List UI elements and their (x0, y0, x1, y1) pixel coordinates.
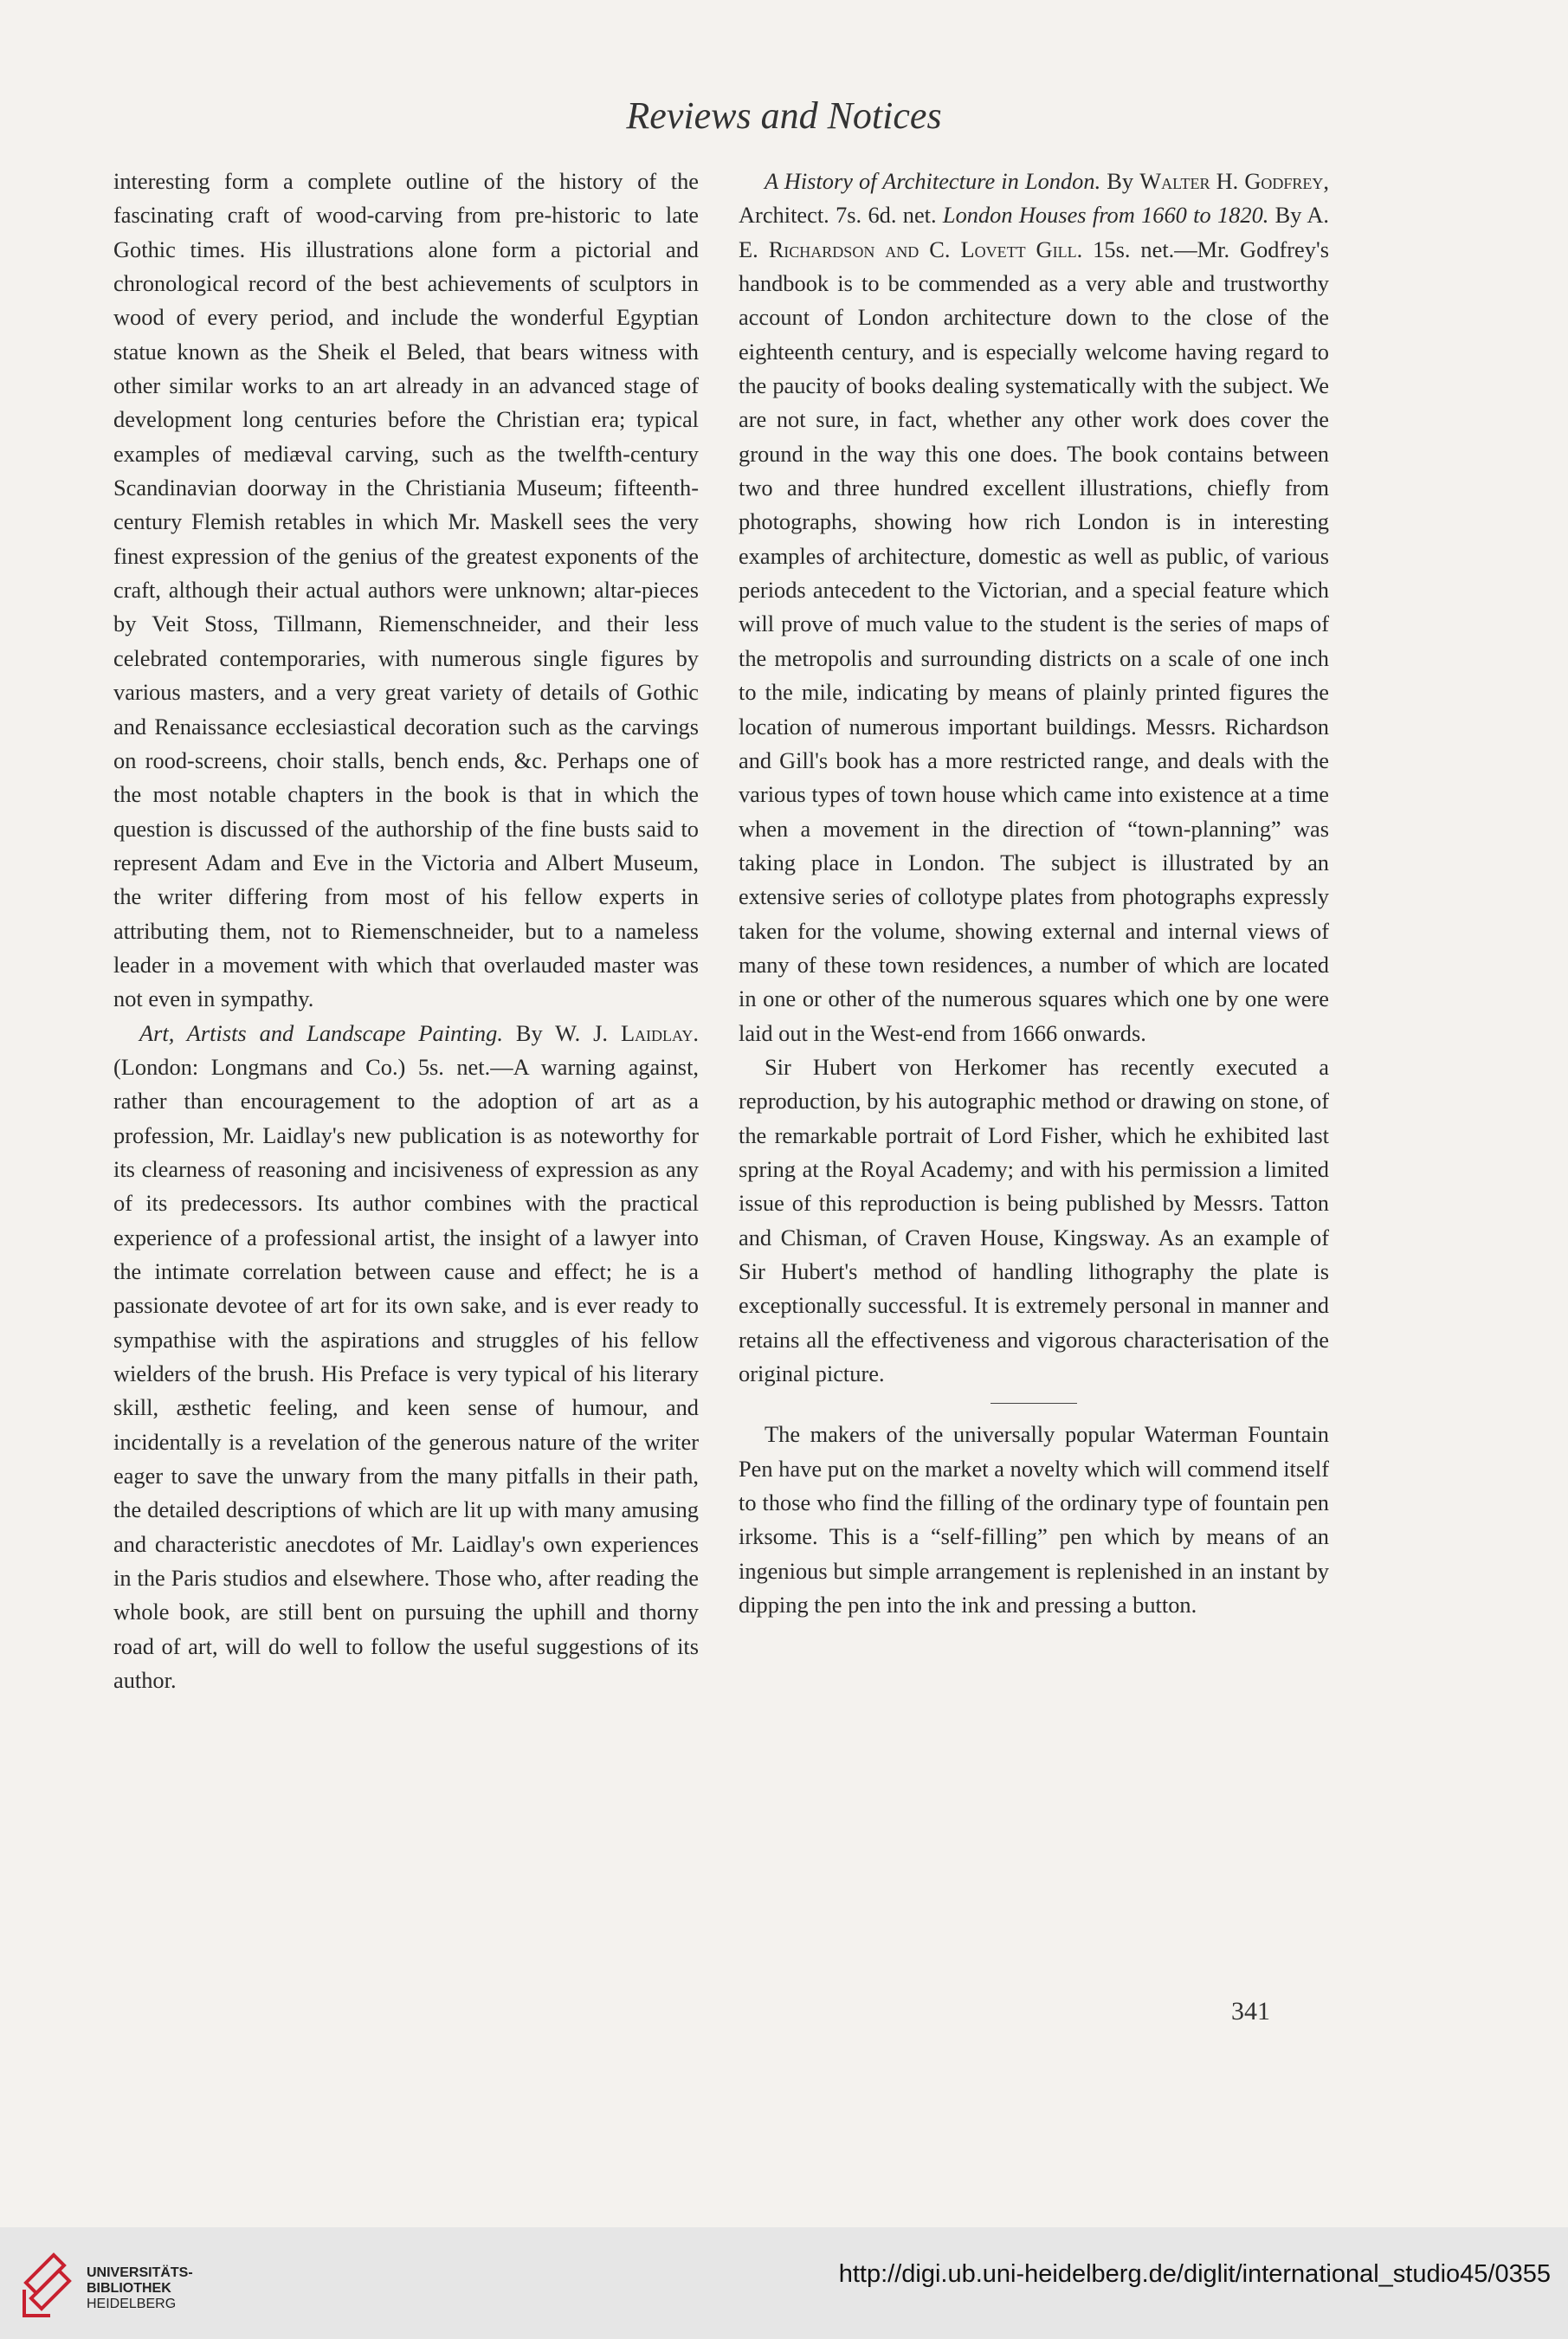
review-body: Mr. Godfrey's handbook is to be commended as a very able and trustworthy account of London architecture down to the close of the eighteenth century, and is especially welcome having regard to the paucity of books dealing systematically with the subject. We are not sure, in fact, whether any other work does cover the ground in the way this one does. The book contains between two and three hundred excellent illustrations, chiefly from photographs, showing how rich London is in interesting examples of architecture, domestic as well as public, of various periods antecedent to the Victorian, and a special feature which will prove of much value to the student is the series of maps of the metropolis and surrounding districts on a scale of one inch to the mile, indicating by means of plainly printed figures the location of numerous important buildings. Messrs. Richardson and Gill's book has a more restricted range, and deals with the various types of town house which came into existence at a time when a movement in the direction of “town-planning” was taking place in London. The subject is illustrated by an extensive series of collotype plates from photographs expressly taken for the volume, showing external and internal views of many of these town residences, a number of which are located in one or other of the numerous squares which one by one were laid out in the West-end from 1666 onwards. (739, 236, 1329, 1046)
text-by: By W. J. (502, 1019, 621, 1046)
author-name: Walter H. Godfrey, (1139, 168, 1330, 194)
paragraph-london-architecture-review (739, 165, 1329, 1050)
permalink-url[interactable]: http://digi.ub.uni-heidelberg.de/diglit/international_studio45/0355 (838, 2260, 1551, 2288)
left-column (113, 165, 699, 1697)
library-name-line: BIBLIOTHEK (87, 2281, 171, 2296)
author-name: Laidlay. (620, 1019, 699, 1046)
book-info: 15s. net.— (1082, 236, 1197, 262)
library-name-line: UNIVERSITÄTS- (87, 2265, 193, 2280)
publisher-price: (London: Longmans and Co.) 5s. net.— (113, 1053, 513, 1080)
book-title: A History of Architecture in London. (765, 168, 1101, 194)
section-divider (990, 1403, 1077, 1404)
text-by: By (1100, 168, 1140, 194)
right-column (739, 165, 1329, 1622)
author-name: Richardson and C. Lovett Gill. (768, 236, 1083, 262)
library-name (87, 2265, 193, 2312)
book-title: Art, Artists and Landscape Painting. (139, 1019, 503, 1046)
review-body: A warning against, rather than encouragement to the adoption of art as a profession, Mr. Laidlay's new publication is as noteworthy for its clearness of reasoning and incisiveness of expression as any of its predecessors. Its author combines with the practical experience of a professional artist, the insight of a lawyer into the intimate correlation between cause and effect; he is a passionate devotee of art for its own sake, and is ever ready to sympathise with the aspirations and struggles of his fellow wielders of the brush. His Preface is very typical of his literary skill, æsthetic feeling, and keen sense of humour, and incidentally is a revelation of the generous nature of the writer eager to save the unwary from the many pitfalls in their path, the detailed descriptions of which are lit up with many amusing and characteristic anecdotes of Mr. Laidlay's own experiences in the Paris studios and elsewhere. Those who, after reading the whole book, are still bent on pursuing the uphill and thorny road of art, will do well to follow the useful suggestions of its author. (113, 1053, 699, 1694)
text-by: By A. E. (739, 202, 1329, 262)
book-title: London Houses from 1660 to 1820. (942, 202, 1269, 229)
running-title: Reviews and Notices (626, 94, 942, 137)
book-info: Architect. 7s. 6d. net. (739, 202, 943, 229)
library-logo-icon (19, 2248, 80, 2321)
page-number: 341 (1231, 1997, 1270, 2026)
viewer-footer (0, 2227, 1568, 2339)
paragraph-herkomer-notice: Sir Hubert von Herkomer has recently executed a reproduction, by his autographic method or drawing on stone, of the remarkable portrait of Lord Fisher, which he exhibited last spring at the Royal Academy; and with his permission a limited issue of this reproduction is being published by Messrs. Tatton and Chisman, of Craven House, Kingsway. As an example of Sir Hubert's method of handling lithography the plate is exceptionally successful. It is extremely personal in manner and retains all the effectiveness and vigorous characterisation of the original picture. (739, 1053, 1329, 1387)
library-name-line: HEIDELBERG (87, 2297, 177, 2311)
paragraph-wood-carving-review: interesting form a complete outline of the history of the fascinating craft of wood-carving from pre-historic to late Gothic times. His illustrations alone form a pictorial and chronological record of the best achievements of sculptors in wood of every period, and include the wonderful Egyptian statue known as the Sheik el Beled, that bears witness with other similar works to an art already in an advanced stage of development long centuries before the Christian era; typical examples of mediæval carving, such as the twelfth-century Scandinavian doorway in the Christiania Museum; fifteenth-century Flemish retables in which Mr. Maskell sees the very finest expression of the genius of the greatest exponents of the craft, although their actual authors were unknown; altar-pieces by Veit Stoss, Tillmann, Riemenschneider, and their less celebrated contemporaries, with numerous single figures by various masters, and a very great variety of details of Gothic and Renaissance ecclesiastical decoration such as the carvings on rood-screens, choir stalls, bench ends, &c. Perhaps one of the most notable chapters in the book is that in which the question is discussed of the authorship of the fine busts said to represent Adam and Eve in the Victoria and Albert Museum, the writer differing from most of his fellow experts in attributing them, not to Riemenschneider, but to a nameless leader in a movement with which that overlauded master was not even in sympathy. (113, 168, 699, 1012)
paragraph-waterman-notice: The makers of the universally popular Waterman Fountain Pen have put on the market a novelty which will commend itself to those who find the filling of the ordinary type of fountain pen irksome. This is a “self-filling” pen which by means of an ingenious but simple arrangement is replenished in an instant by dipping the pen into the ink and pressing a button. (739, 1421, 1329, 1619)
paragraph-laidlay-review (113, 1017, 699, 1698)
